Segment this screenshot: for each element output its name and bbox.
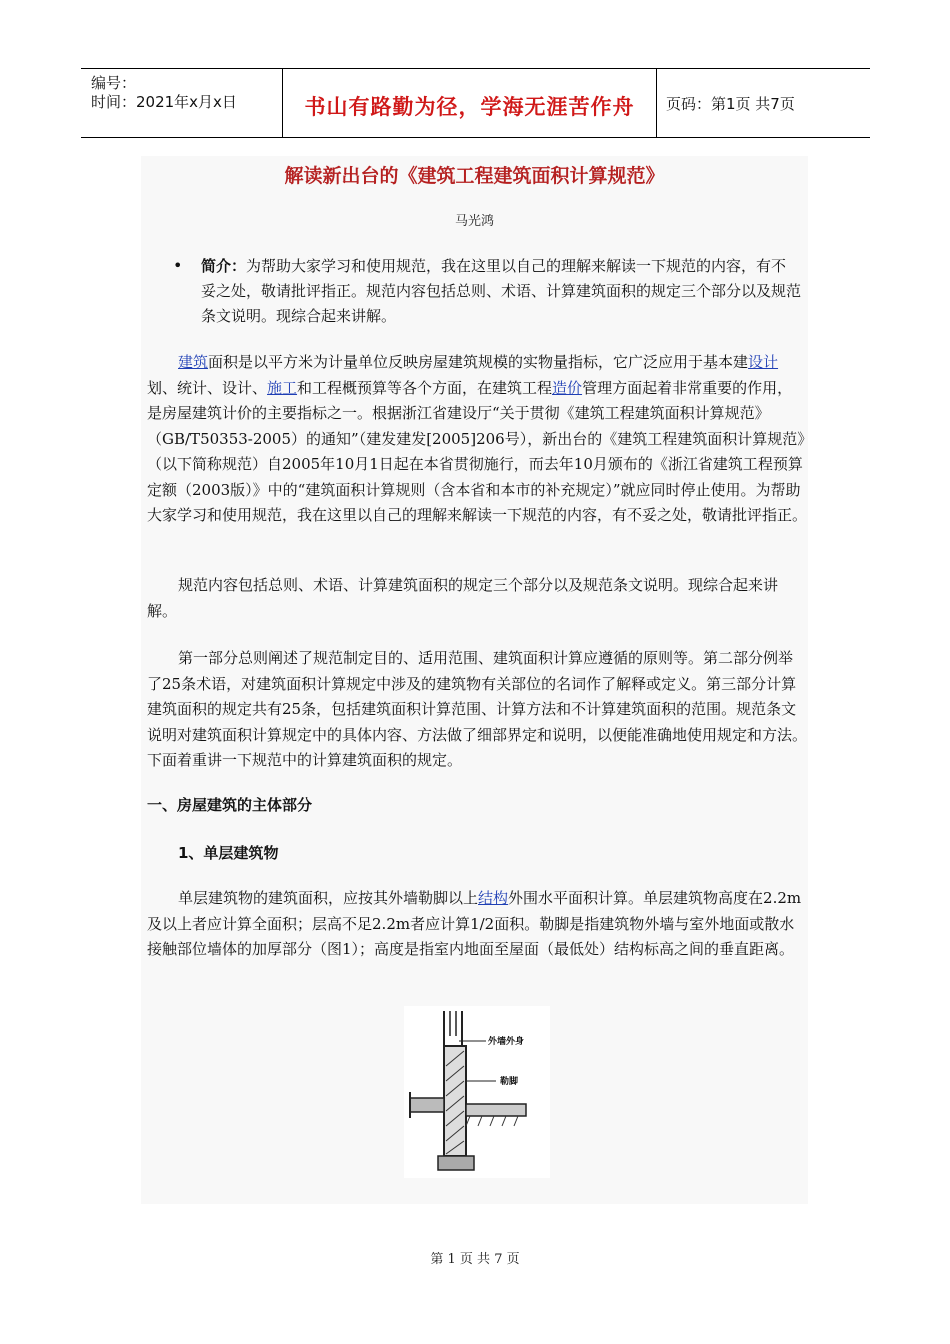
paragraph-3: 第一部分总则阐述了规范制定目的、适用范围、建筑面积计算应遵循的原则等。第二部分例举了25条术语，对建筑面积计算规定中涉及的建筑物有关部位的名词作了解释或定义。第三部分计算建筑面积的规定共有25条，包括建筑面积计算范围、计算方法和不计算建筑面积的范围。规范条文说明对建筑面积计算规定中的具体内容、方法做了细部界定和说明，以便能准确地使用规定和方法。下面着重讲一下规范中的计算建筑面积的规定。 — [147, 649, 808, 769]
intro-text: 为帮助大家学习和使用规范，我在这里以自己的理解来解读一下规范的内容，有不妥之处，敬请批评指正。规范内容包括总则、术语、计算建筑面积的规定三个部分以及规范条文说明。现综合起来讲解。 — [201, 257, 802, 325]
article-title: 解读新出台的《建筑工程建筑面积计算规范》 — [284, 165, 665, 187]
paragraph-4 — [147, 886, 807, 963]
figure-label-wall: 外墙外身 — [488, 1037, 525, 1047]
header-meta-cell — [81, 69, 282, 137]
intro-paragraph — [201, 254, 801, 329]
paragraph-1-text-b: 划、统计、设计、 — [147, 378, 268, 397]
paragraph-2: 规范内容包括总则、术语、计算建筑面积的规定三个部分以及规范条文说明。现综合起来讲解。 — [147, 576, 779, 620]
time-label: 时间：2021年x月x日 — [91, 93, 237, 111]
figure-label-plinth: 勒脚 — [500, 1077, 519, 1087]
number-label: 编号： — [91, 74, 137, 92]
article-author: 马光鸿 — [454, 214, 494, 229]
subsection-heading: 1、单层建筑物 — [178, 844, 279, 862]
link-zaojia[interactable]: 造价 — [552, 378, 583, 397]
motto-text: 书山有路勤为径，学海无涯苦作舟 — [304, 95, 635, 119]
header-motto-cell — [282, 69, 657, 137]
paragraph-1 — [147, 350, 807, 529]
paragraph-4-text-a: 单层建筑物的建筑面积，应按其外墙勒脚以上 — [178, 889, 479, 907]
article-panel — [141, 156, 808, 1204]
link-sheji[interactable]: 设计 — [748, 353, 779, 371]
bullet-icon: • — [173, 256, 183, 275]
plinth-diagram — [404, 1006, 550, 1178]
link-shigong[interactable]: 施工 — [267, 378, 298, 397]
header-page-cell — [656, 69, 870, 137]
paragraph-1-text-a: 面积是以平方米为计量单位反映房屋建筑规模的实物量指标，它广泛应用于基本建 — [208, 353, 749, 371]
link-jiegou[interactable]: 结构 — [478, 889, 509, 907]
document-header — [81, 68, 870, 138]
paragraph-4-text-b: 外围水平面积计算。单层建筑物高度在2.2m及以上者应计算全面积；层高不足2.2m者应计算1/2面积。勒脚是指建筑物外墙与室外地面或散水接触部位墙体的加厚部分（图1）；高度是指室内地面至屋面（最低处）结构标高之间的垂直距离。 — [147, 889, 802, 958]
page-footer: 第 1 页 共 7 页 — [430, 1252, 520, 1267]
link-jianzhu[interactable]: 建筑 — [178, 353, 209, 371]
paragraph-1-text-d: 管理方面起着非常重要的作用，是房屋建筑计价的主要指标之一。根据浙江省建设厅“关于贯彻《建筑工程建筑面积计算规范》（GB/T50353-2005）的通知”（建发建发[2005]206号），新出台的《建筑工程建筑面积计算规范》（以下简称规范）自2005年10月1日起在本省贯彻施行，而去年10月颁布的《浙江省建筑工程预算定额（2003版）》中的“建筑面积计算规则（含本省和本市的补充规定）”就应同时停止使用。为帮助大家学习和使用规范，我在这里以自己的理解来解读一下规范的内容，有不妥之处，敬请批评指正。 — [147, 378, 808, 524]
section-heading: 一、房屋建筑的主体部分 — [147, 796, 313, 814]
intro-label: 简介： — [201, 257, 247, 275]
page-count-label: 页码：第1页 共7页 — [666, 95, 795, 113]
paragraph-1-text-c: 和工程概预算等各个方面，在建筑工程 — [297, 378, 553, 397]
